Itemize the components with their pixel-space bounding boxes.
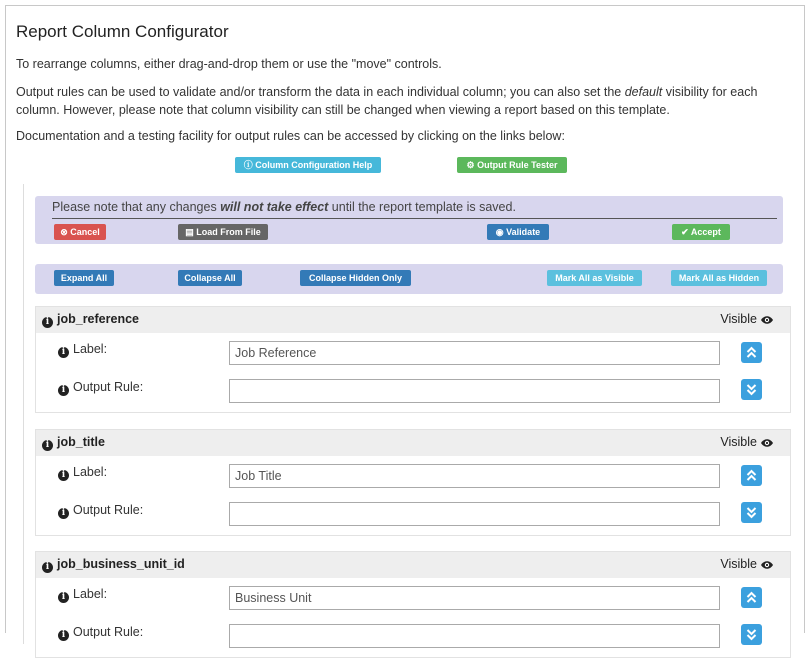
save-notice-text: Please note that any changes will not take effect until the report template is saved.	[52, 200, 516, 214]
column-configuration-help-button[interactable]: ⓘ Column Configuration Help	[235, 157, 381, 173]
info-icon[interactable]: i	[58, 630, 69, 641]
intro-docs-text: Documentation and a testing facility for output rules can be accessed by clicking on the links below:	[16, 129, 565, 143]
visibility-toggle[interactable]: Visible	[720, 312, 774, 326]
label-caption: i Label:	[58, 342, 107, 358]
save-notice-bar	[35, 196, 783, 244]
label-caption: i Label:	[58, 465, 107, 481]
label-input[interactable]: Job Reference	[229, 341, 720, 365]
bulk-actions-toolbar	[35, 264, 783, 294]
double-chevron-up-icon	[746, 346, 757, 359]
collapse-hidden-only-button[interactable]: Collapse Hidden Only	[300, 270, 411, 286]
double-chevron-down-icon	[746, 383, 757, 396]
output-rule-tester-button[interactable]: ⚙ Output Rule Tester	[457, 157, 567, 173]
column-header[interactable]	[36, 430, 790, 456]
page-title: Report Column Configurator	[16, 22, 229, 41]
move-up-button[interactable]	[741, 342, 762, 363]
move-down-button[interactable]	[741, 379, 762, 400]
intro-output-rules-text: Output rules can be used to validate and/or transform the data in each individual column; you can also set the default visibility for each column. However, please note that column visibility can still be changed when viewing a report based on this template.	[16, 85, 758, 117]
eye-icon: ◉	[495, 227, 504, 237]
cogs-icon: ⚙	[466, 160, 475, 170]
move-down-button[interactable]	[741, 502, 762, 523]
double-chevron-down-icon	[746, 506, 757, 519]
visibility-toggle[interactable]: Visible	[720, 557, 774, 571]
info-icon[interactable]: i	[58, 470, 69, 481]
mark-all-visible-button[interactable]: Mark All as Visible	[547, 270, 642, 286]
load-from-file-button[interactable]: ▤ Load From File	[178, 224, 268, 240]
column-name: i job_title	[42, 435, 105, 451]
column-name: i job_reference	[42, 312, 139, 328]
info-icon[interactable]: i	[58, 508, 69, 519]
move-down-button[interactable]	[741, 624, 762, 645]
info-icon[interactable]: i	[58, 385, 69, 396]
info-icon: i	[42, 562, 53, 573]
validate-button[interactable]: ◉ Validate	[487, 224, 549, 240]
double-chevron-up-icon	[746, 469, 757, 482]
column-card[interactable]	[35, 551, 791, 658]
output-rule-input[interactable]	[229, 379, 720, 403]
output-rule-caption: i Output Rule:	[58, 503, 143, 519]
check-circle-icon: ✔	[681, 227, 689, 237]
info-icon: ⓘ	[243, 160, 253, 170]
help-links-row	[6, 157, 804, 177]
column-header[interactable]	[36, 552, 790, 578]
file-icon: ▤	[185, 227, 194, 237]
column-card[interactable]	[35, 306, 791, 413]
column-card[interactable]	[35, 429, 791, 536]
output-rule-caption: i Output Rule:	[58, 380, 143, 396]
times-circle-icon: ⊗	[60, 227, 68, 237]
column-name: i job_business_unit_id	[42, 557, 185, 573]
intro-move-text: To rearrange columns, either drag-and-drop them or use the "move" controls.	[16, 57, 442, 71]
eye-icon	[760, 560, 774, 570]
output-rule-input[interactable]	[229, 502, 720, 526]
double-chevron-down-icon	[746, 628, 757, 641]
output-rule-caption: i Output Rule:	[58, 625, 143, 641]
label-input[interactable]: Business Unit	[229, 586, 720, 610]
accept-button[interactable]: ✔ Accept	[672, 224, 730, 240]
info-icon[interactable]: i	[58, 592, 69, 603]
eye-icon	[760, 315, 774, 325]
visibility-toggle[interactable]: Visible	[720, 435, 774, 449]
column-header[interactable]	[36, 307, 790, 333]
eye-icon	[760, 438, 774, 448]
notice-divider	[52, 218, 777, 219]
info-icon: i	[42, 317, 53, 328]
move-up-button[interactable]	[741, 465, 762, 486]
label-caption: i Label:	[58, 587, 107, 603]
move-up-button[interactable]	[741, 587, 762, 608]
info-icon: i	[42, 440, 53, 451]
double-chevron-up-icon	[746, 591, 757, 604]
cancel-button[interactable]: ⊗ Cancel	[54, 224, 106, 240]
configurator-panel	[5, 5, 805, 640]
expand-all-button[interactable]: Expand All	[54, 270, 114, 286]
collapse-all-button[interactable]: Collapse All	[178, 270, 242, 286]
info-icon[interactable]: i	[58, 347, 69, 358]
output-rule-input[interactable]	[229, 624, 720, 648]
label-input[interactable]: Job Title	[229, 464, 720, 488]
mark-all-hidden-button[interactable]: Mark All as Hidden	[671, 270, 767, 286]
